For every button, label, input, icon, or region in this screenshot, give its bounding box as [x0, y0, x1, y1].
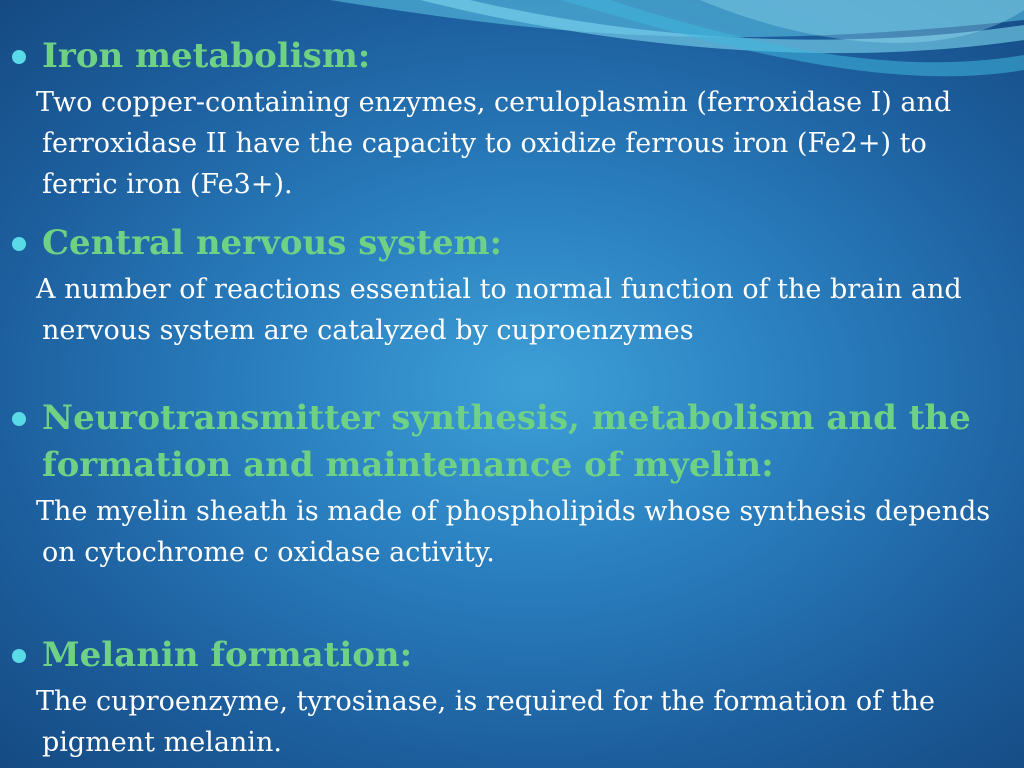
bullet-icon	[12, 649, 26, 663]
section-heading	[0, 395, 1000, 489]
bullet-icon	[12, 237, 26, 251]
section-body: Two copper-containing enzymes, ceruloplasmin (ferroxidase I) and ferroxidase II have the capacity to oxidize ferrous iron (Fe2+) to ferric iron (Fe3+).	[36, 87, 952, 200]
section-body: The myelin sheath is made of phospholipids whose synthesis depends on cytochrome c oxidase activity.	[36, 496, 991, 568]
heading-text: Melanin formation:	[42, 635, 413, 675]
bullet-icon	[12, 412, 26, 426]
bullet-icon	[12, 50, 26, 64]
section-heading	[0, 220, 1000, 267]
section-neurotransmitter	[0, 395, 1000, 573]
section-body: The cuproenzyme, tyrosinase, is required for the formation of the pigment melanin.	[36, 686, 935, 758]
section-melanin-formation	[0, 632, 1000, 763]
section-iron-metabolism	[0, 33, 1000, 205]
section-body: A number of reactions essential to normal function of the brain and nervous system are catalyzed by cuproenzymes	[36, 274, 962, 346]
section-central-nervous-system	[0, 220, 1000, 351]
section-heading	[0, 33, 1000, 80]
section-heading	[0, 632, 1000, 679]
heading-text: Central nervous system:	[42, 223, 503, 263]
heading-text: Iron metabolism:	[42, 36, 371, 76]
heading-text: Neurotransmitter synthesis, metabolism and the formation and maintenance of myelin:	[42, 398, 971, 485]
